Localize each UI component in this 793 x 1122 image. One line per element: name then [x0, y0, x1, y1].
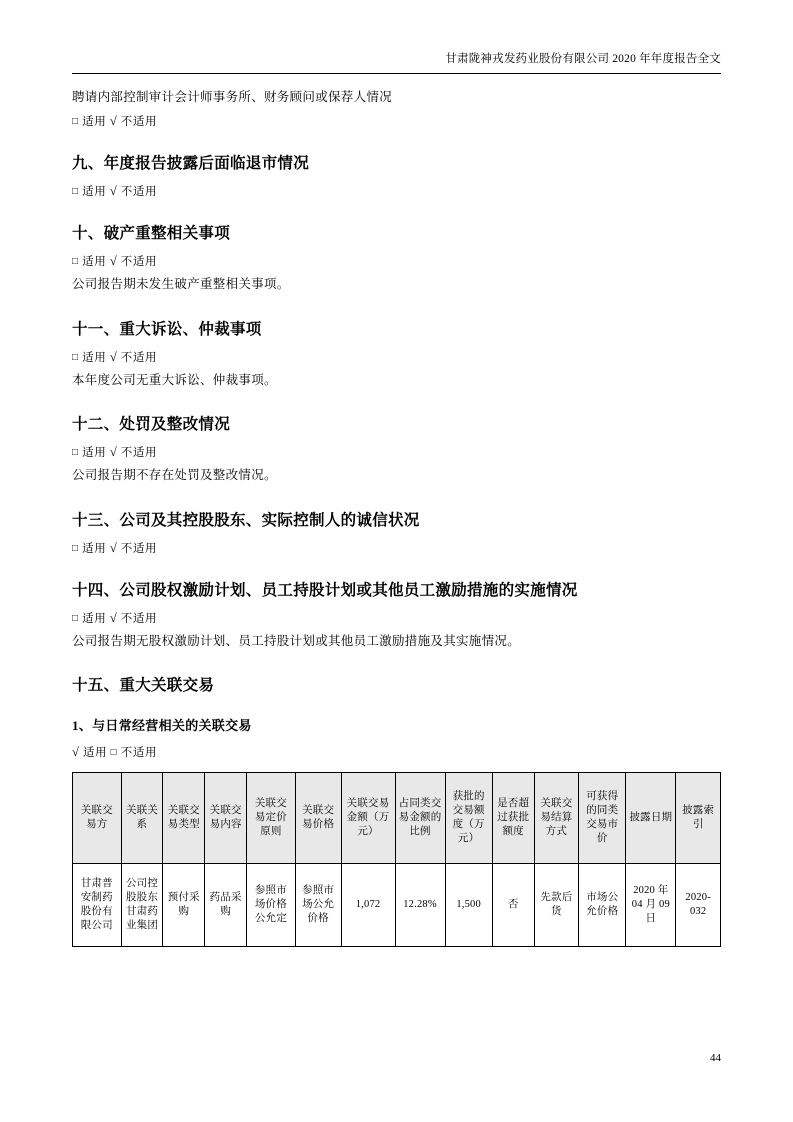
col-header-amount: 关联交易金额（万元）	[341, 772, 395, 863]
col-header-approved-quota: 获批的交易额度（万元）	[445, 772, 492, 863]
cell-party: 甘肃普安制药股份有限公司	[73, 863, 122, 946]
cell-settlement: 先款后货	[534, 863, 579, 946]
empty-checkbox-icon[interactable]: □	[110, 746, 118, 758]
cell-approved-quota: 1,500	[445, 863, 492, 946]
cell-content: 药品采购	[205, 863, 247, 946]
section-heading-14: 十四、公司股权激励计划、员工持股计划或其他员工激励措施的实施情况	[72, 581, 578, 599]
table-header-row	[73, 772, 721, 863]
label-not-applicable: 不适用	[120, 447, 158, 460]
label-applicable: 适用	[82, 447, 107, 460]
label-applicable: 适用	[82, 186, 107, 199]
checked-checkbox-icon[interactable]: √	[109, 540, 118, 555]
page-number: 44	[710, 1052, 721, 1064]
label-not-applicable: 不适用	[120, 256, 158, 269]
col-header-settlement: 关联交易结算方式	[534, 772, 579, 863]
label-applicable: 适用	[82, 542, 107, 555]
label-applicable: 适用	[82, 256, 107, 269]
label-applicable: 适用	[82, 612, 107, 625]
running-title: 甘肃陇神戎发药业股份有限公司 2020 年年度报告全文	[445, 53, 721, 65]
cell-proportion: 12.28%	[395, 863, 445, 946]
cell-price: 参照市场公允价格	[295, 863, 341, 946]
checked-checkbox-icon[interactable]: √	[109, 184, 118, 199]
checked-checkbox-icon[interactable]: √	[109, 349, 118, 364]
checked-checkbox-icon[interactable]: √	[72, 744, 80, 759]
cell-disclosure-index: 2020-032	[676, 863, 721, 946]
col-header-content: 关联交易内容	[205, 772, 247, 863]
checkbox-line-12	[72, 444, 721, 460]
col-header-type: 关联交易类型	[163, 772, 205, 863]
col-header-party: 关联交易方	[73, 772, 122, 863]
label-not-applicable: 不适用	[120, 351, 158, 364]
label-not-applicable: 不适用	[120, 746, 158, 759]
col-header-disclosure-index: 披露索引	[676, 772, 721, 863]
subsection-heading-15-1: 1、与日常经营相关的关联交易	[72, 717, 252, 733]
table-row	[73, 863, 721, 946]
cell-pricing-principle: 参照市场价格公允定	[247, 863, 296, 946]
checked-checkbox-icon[interactable]: √	[109, 114, 118, 129]
cell-relation: 公司控股股东甘肃药业集团	[121, 863, 163, 946]
section-heading-11: 十一、重大诉讼、仲裁事项	[72, 320, 262, 338]
related-party-transactions-table	[72, 772, 721, 947]
page-body	[72, 74, 721, 947]
cell-amount: 1,072	[341, 863, 395, 946]
cell-over-quota: 否	[492, 863, 534, 946]
empty-checkbox-icon[interactable]: □	[72, 186, 79, 198]
section-note-14: 公司报告期无股权激励计划、员工持股计划或其他员工激励措施及其实施情况。	[72, 633, 521, 648]
section-heading-12: 十二、处罚及整改情况	[72, 416, 231, 434]
checkbox-line-9	[72, 183, 721, 199]
checked-checkbox-icon[interactable]: √	[109, 445, 118, 460]
checkbox-line-15-1	[72, 744, 721, 760]
label-not-applicable: 不适用	[120, 612, 158, 625]
col-header-proportion: 占同类交易金额的比例	[395, 772, 445, 863]
empty-checkbox-icon[interactable]: □	[72, 612, 79, 624]
empty-checkbox-icon[interactable]: □	[72, 116, 79, 128]
checked-checkbox-icon[interactable]: √	[109, 610, 118, 625]
label-not-applicable: 不适用	[120, 542, 158, 555]
page-header	[72, 0, 721, 66]
section-heading-10: 十、破产重整相关事项	[72, 225, 231, 243]
checkbox-line-intro	[72, 113, 721, 129]
cell-type: 预付采购	[163, 863, 205, 946]
checkbox-line-14	[72, 610, 721, 626]
empty-checkbox-icon[interactable]: □	[72, 351, 79, 363]
col-header-pricing-principle: 关联交易定价原则	[247, 772, 296, 863]
cell-disclosure-date: 2020 年 04 月 09 日	[626, 863, 676, 946]
label-not-applicable: 不适用	[120, 186, 158, 199]
label-applicable: 适用	[82, 746, 108, 759]
section-heading-15: 十五、重大关联交易	[72, 676, 215, 694]
col-header-disclosure-date: 披露日期	[626, 772, 676, 863]
section-heading-13: 十三、公司及其控股股东、实际控制人的诚信状况	[72, 511, 420, 529]
intro-paragraph: 聘请内部控制审计会计师事务所、财务顾问或保荐人情况	[72, 90, 393, 104]
section-note-11: 本年度公司无重大诉讼、仲裁事项。	[72, 372, 277, 387]
empty-checkbox-icon[interactable]: □	[72, 447, 79, 459]
section-heading-9: 九、年度报告披露后面临退市情况	[72, 155, 310, 173]
label-applicable: 适用	[82, 351, 107, 364]
label-not-applicable: 不适用	[120, 116, 158, 129]
empty-checkbox-icon[interactable]: □	[72, 256, 79, 268]
label-applicable: 适用	[82, 116, 107, 129]
cell-market-price: 市场公允价格	[579, 863, 626, 946]
checkbox-line-11	[72, 349, 721, 365]
checkbox-line-13	[72, 540, 721, 556]
col-header-relation: 关联关系	[121, 772, 163, 863]
section-note-10: 公司报告期未发生破产重整相关事项。	[72, 277, 290, 292]
checked-checkbox-icon[interactable]: √	[109, 254, 118, 269]
empty-checkbox-icon[interactable]: □	[72, 542, 79, 554]
col-header-market-price: 可获得的同类交易市价	[579, 772, 626, 863]
checkbox-line-10	[72, 253, 721, 269]
col-header-over-quota: 是否超过获批额度	[492, 772, 534, 863]
section-note-12: 公司报告期不存在处罚及整改情况。	[72, 468, 277, 483]
col-header-price: 关联交易价格	[295, 772, 341, 863]
